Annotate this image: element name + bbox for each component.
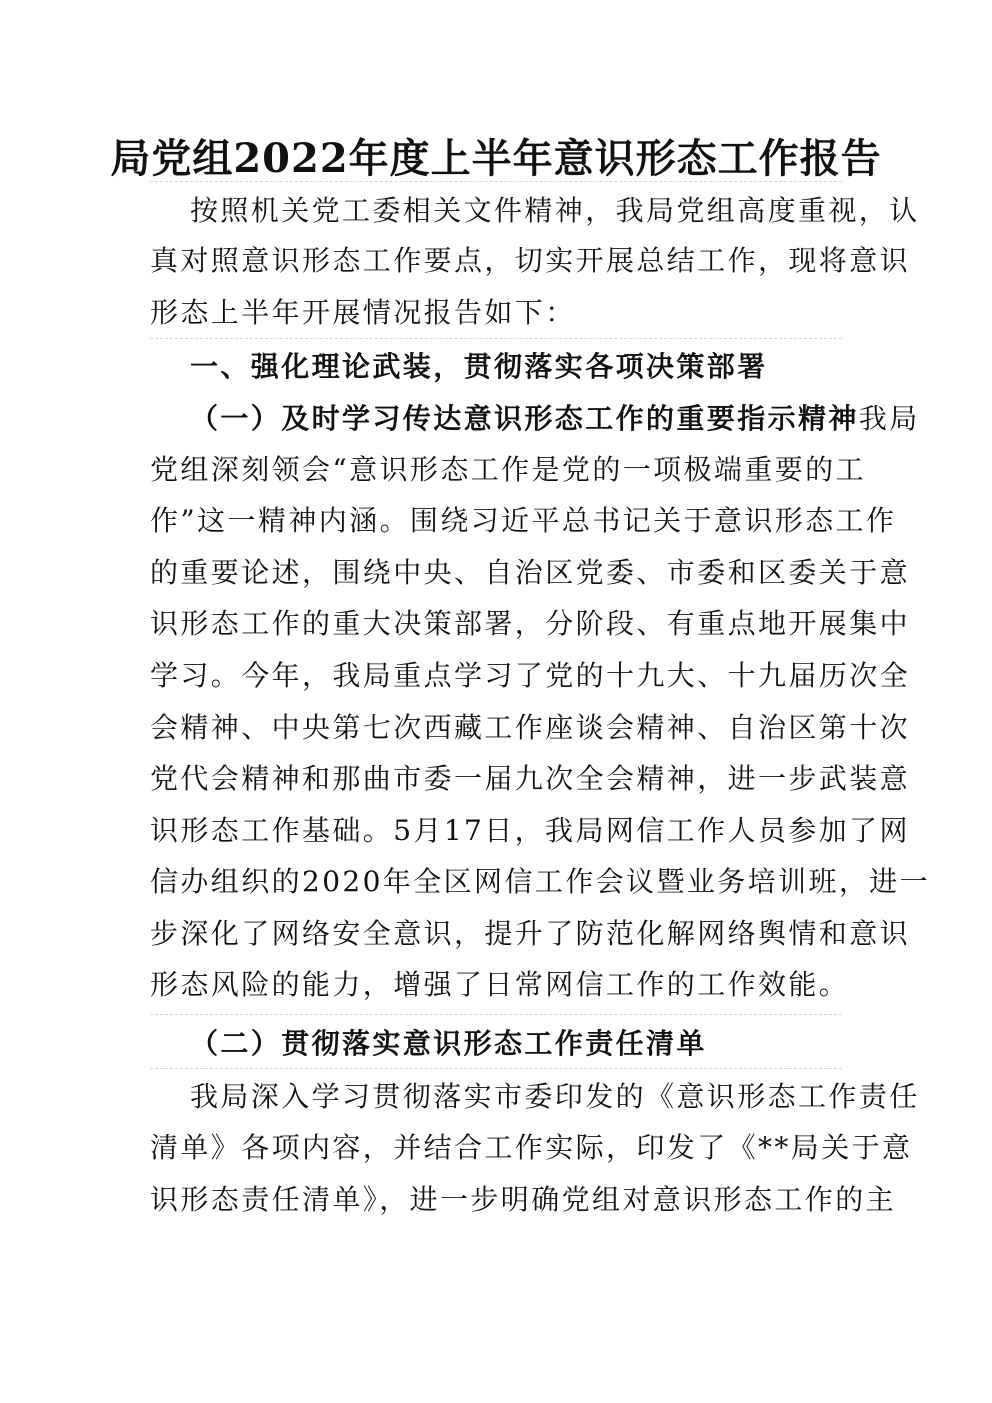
paragraph-line: 我局深入学习贯彻落实市委印发的《意识形态工作责任 [190,1080,920,1113]
document-title: 局党组2022年度上半年意识形态工作报告 [110,135,882,182]
divider [150,1068,842,1069]
paragraph-line: 清单》各项内容，并结合工作实际，印发了《**局关于意 [150,1131,913,1164]
divider [150,1014,842,1015]
section-heading: 一、强化理论武装，贯彻落实各项决策部署 [190,350,768,383]
intro-line: 按照机关党工委相关文件精神，我局党组高度重视，认 [190,194,920,227]
paragraph-line: 会精神、中央第七次西藏工作座谈会精神、自治区第十次 [150,711,911,744]
paragraph-line: 学习。今年，我局重点学习了党的十九大、十九届历次全 [150,659,911,692]
paragraph-line: 作”这一精神内涵。围绕习近平总书记关于意识形态工作 [150,504,897,537]
subsection-heading: （二）贯彻落实意识形态工作责任清单 [190,1027,707,1060]
subsection-first-line [190,401,920,437]
intro-line: 真对照意识形态工作要点，切实开展总结工作，现将意识 [150,244,911,277]
paragraph-line: 党组深刻领会“意识形态工作是党的一项极端重要的工 [150,453,866,486]
intro-line: 形态上半年开展情况报告如下： [150,296,576,329]
subsection-heading: （一）及时学习传达意识形态工作的重要指示精神 [190,402,859,435]
paragraph-line: 信办组织的2020年全区网信工作会议暨业务培训班，进一 [150,865,931,898]
paragraph-line: 识形态工作的重大决策部署，分阶段、有重点地开展集中 [150,607,911,640]
paragraph-line: 党代会精神和那曲市委一届九次全会精神，进一步武装意 [150,762,911,795]
paragraph-line: 步深化了网络安全意识，提升了防范化解网络舆情和意识 [150,917,911,950]
paragraph-text: 我局 [858,402,920,435]
paragraph-line: 形态风险的能力，增强了日常网信工作的工作效能。 [150,968,850,1001]
paragraph-line: 识形态工作基础。5月17日，我局网信工作人员参加了网 [150,814,910,847]
divider [150,181,842,182]
paragraph-line: 识形态责任清单》，进一步明确党组对意识形态工作的主 [150,1183,897,1216]
divider [150,338,842,339]
paragraph-line: 的重要论述，围绕中央、自治区党委、市委和区委关于意 [150,556,911,589]
